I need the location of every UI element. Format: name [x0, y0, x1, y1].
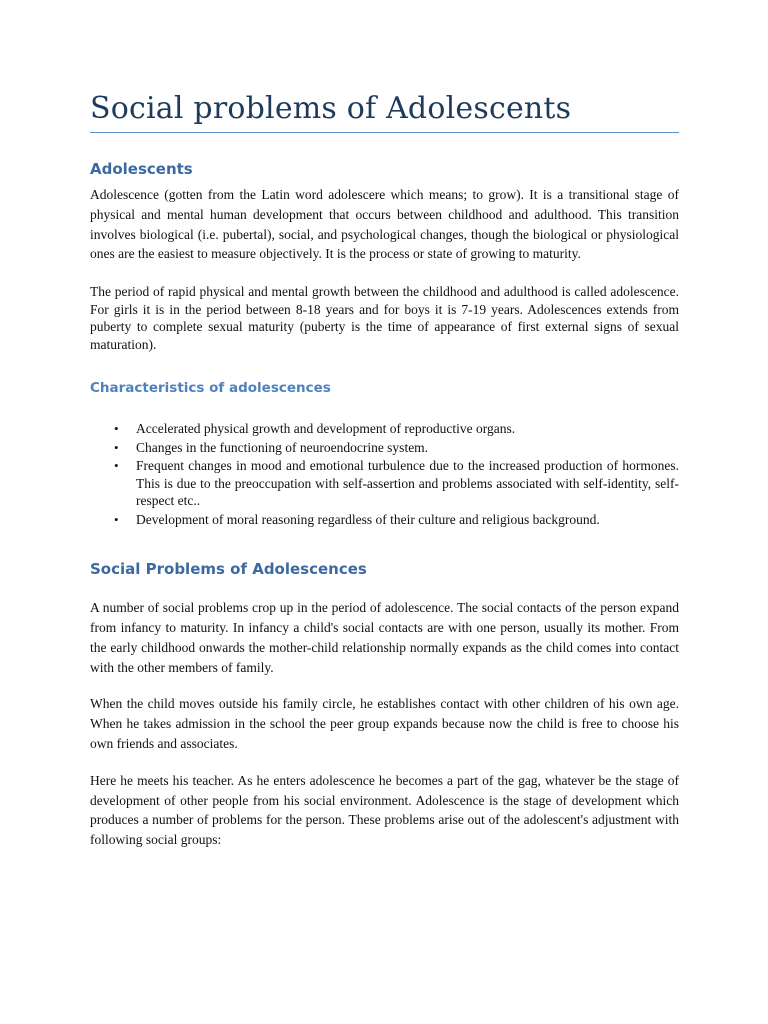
list-item: [114, 439, 679, 457]
heading-characteristics: Characteristics of adolescences: [90, 380, 331, 397]
characteristics-list: [90, 420, 679, 528]
paragraph-adolescence-period: The period of rapid physical and mental growth between the childhood and adulthood is called adolescence. For girls it is in the period between 8-18 years and for boys it is 7-19 years. Adolescences extends from puberty to complete sexual maturity (puberty is the time of appearance of first external signs of sexual maturation).: [90, 284, 679, 352]
paragraph-family-circle: When the child moves outside his family circle, he establishes contact with other children of his own age. When he takes admission in the school the peer group expands because now the child is free to choose his own friends and associates.: [90, 696, 679, 751]
bullet-icon: •: [114, 511, 119, 527]
list-item-text: Changes in the functioning of neuroendocrine system.: [136, 439, 429, 455]
heading-social-problems: Social Problems of Adolescences: [90, 560, 367, 579]
bullet-icon: •: [114, 458, 119, 474]
heading-adolescents: Adolescents: [90, 160, 193, 178]
paragraph-social-problems-intro: A number of social problems crop up in the period of adolescence. The social contacts of the person expand from infancy to maturity. In infancy a child's social contacts are with one person, usually its mother. From the early childhood onwards the mother-child relationship normally expands as the child comes into contact with the other members of family.: [90, 600, 679, 675]
bullet-icon: •: [114, 421, 119, 437]
paragraph-adolescence-definition: Adolescence (gotten from the Latin word adolescere which means; to grow). It is a transitional stage of physical and mental human development that occurs between childhood and adulthood. This transition involves biological (i.e. pubertal), social, and psychological changes, though the biological or physiological ones are the easiest to measure objectively. It is the process or state of growing to maturity.: [90, 187, 679, 262]
list-item-text: Accelerated physical growth and development of reproductive organs.: [136, 421, 516, 437]
title-underline-divider: [90, 132, 679, 133]
list-item: [114, 420, 679, 438]
document-title: Social problems of Adolescents: [90, 91, 572, 126]
list-item-text: Frequent changes in mood and emotional turbulence due to the increased production of hormones. This is due to the preoccupation with self-assertion and problems associated with self-identity, self-respect etc..: [136, 458, 679, 509]
bullet-icon: •: [114, 439, 119, 455]
list-item: [114, 511, 679, 529]
paragraph-teacher-gang: Here he meets his teacher. As he enters adolescence he becomes a part of the gag, whatever be the stage of development of other people from his social environment. Adolescence is the stage of development which produces a number of problems for the person. These problems arise out of the adolescent's adjustment with following social groups:: [90, 772, 679, 848]
list-item-text: Development of moral reasoning regardless of their culture and religious background.: [136, 511, 600, 527]
list-item: [114, 457, 679, 510]
